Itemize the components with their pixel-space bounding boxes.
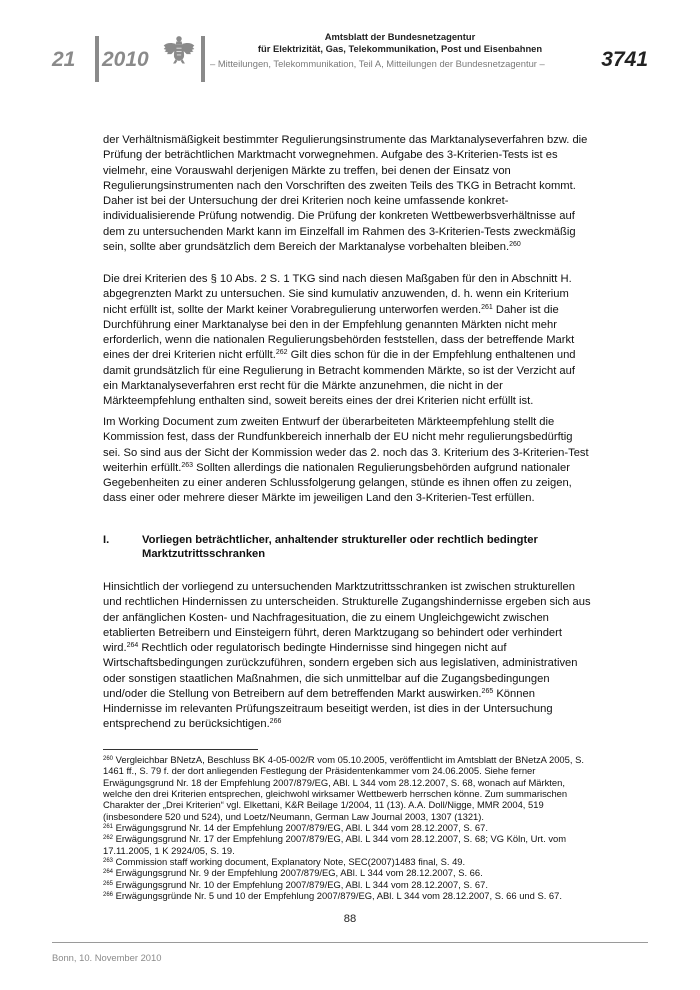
- page-number: 3741: [601, 48, 648, 71]
- paragraph-2-text-a: Die drei Kriterien des § 10 Abs. 2 S. 1 TKG sind nach diesen Maßgaben für den in Abschnitt H. abgegrenzten Markt zu untersuchen. Sie sind kumulativ anzuwenden, d. h. wenn ein Kriterium nicht erfüllt ist, sollte der Markt keiner Vorabregulierung unterworfen werden.: [103, 273, 572, 316]
- footnote: [103, 890, 595, 901]
- footnote-ref-264[interactable]: 264: [126, 642, 139, 649]
- footnotes: [103, 754, 595, 901]
- footnote-number: 262: [103, 835, 114, 842]
- paragraph-4: [103, 580, 591, 733]
- footnote-text: Erwägungsgrund Nr. 10 der Empfehlung 2007/879/EG, ABl. L 344 vom 28.12.2007, S. 67.: [115, 878, 488, 890]
- footer-date: Bonn, 10. November 2010: [52, 952, 162, 963]
- footnote-ref-261[interactable]: 261: [481, 303, 493, 311]
- header-divider-right: [201, 36, 205, 82]
- footnote: [103, 822, 595, 833]
- paragraph-3: [103, 415, 591, 507]
- footnote-text: Commission staff working document, Explanatory Note, SEC(2007)1483 final, S. 49.: [115, 856, 466, 868]
- folio-number: 88: [343, 913, 357, 925]
- footnote-number: 263: [103, 858, 114, 865]
- footnote-number: 266: [103, 892, 114, 899]
- footnote-ref-263[interactable]: 263: [181, 461, 194, 469]
- paragraph-1-text: der Verhältnismäßigkeit bestimmter Regulierungsinstrumente das Marktanalyseverfahren bzw. die Prüfung der beträchtlichen Marktmacht vorwegnehmen. Aufgabe des 3-Kriterien-Tests ist es vielmehr, eine Vorauswahl derjenigen Märkte zu treffen, bei denen der Einsatz von Regulierungsinstrumenten nach den Vorschriften des zweiten Teils des TKG in Betracht kommt. Daher ist bei der Untersuchung der drei Kriterien noch keine umfassende konkret-individualisierende Prüfung notwendig. Die Prüfung der konkreten Wettbewerbsverhältnisse auf dem zu untersuchenden Markt kann im Einzelfall im Rahmen des 3-Kriterien-Tests zweckmäßig sein, sollte aber grundsätzlich dem Bereich der Marktanalyse vorbehalten bleiben.: [103, 134, 588, 253]
- footnote-number: 264: [103, 869, 114, 876]
- footnote-separator: [103, 749, 258, 750]
- issue-year: 2010: [102, 48, 149, 71]
- footnote-text: Erwägungsgrund Nr. 9 der Empfehlung 2007/879/EG, ABl. L 344 vom 28.12.2007, S. 66.: [115, 867, 483, 879]
- footnote-ref-266[interactable]: 266: [269, 718, 282, 726]
- footnote-text: Vergleichbar BNetzA, Beschluss BK 4-05-002/R vom 05.10.2005, veröffentlicht im Amtsblatt der BNetzA 2005, S. 1461 ff., S. 79 f. der dort anliegenden Festlegung der Präsidentenkammer vom 24.06.2005. Siehe ferner Erwägungsgrund Nr. 18 der Empfehlung 2007/879/EG, ABl. L 344 vom 28.12.2007, S. 68, wonach auf Märkten, welche den drei Kriterien entsprechen, gleichwohl wirksamer Wettbewerb herrschen könne. Zum summarischen Charakter der „Drei Kriterien“ vgl. Elkettani, K&R Beilage 1/2004, 11 (13). A.A. Doll/Nigge, MMR 2004, 519 (insbesondere 520 und 524), und Loetz/Neumann, German Law Journal 2003, 1307 (1321).: [103, 754, 584, 822]
- paragraph-2: [103, 272, 591, 409]
- paragraph-4-text-b: Rechtlich oder regulatorisch bedingte Hindernisse sind hingegen nicht auf Wirtschaftsbedingungen zurückzuführen, sondern ergeben sich aus legislativen, administrativen oder sonstigen staatlichen Maßnahmen, die sich unmittelbar auf die Zugangsbedingungen und/oder die Stellung von Betreibern auf dem betreffenden Markt auswirken.: [103, 642, 578, 700]
- footer-rule: [52, 942, 648, 943]
- header-subtitle: – Mitteilungen, Telekommunikation, Teil A, Mitteilungen der Bundesnetzagentur –: [210, 58, 545, 69]
- issue-number: 21: [52, 48, 76, 71]
- footnote: [103, 879, 595, 890]
- footnote-number: 265: [103, 880, 114, 887]
- agency-title-line1: Amtsblatt der Bundesnetzagentur: [324, 31, 476, 42]
- paragraph-2-text-c: Gilt dies schon für die in der Empfehlung enthaltenen und damit grundsätzlich für eine Regulierung in Betracht kommenden Märkte, so ist der Verzicht auf ein Marktanalyseverfahren erst recht für die Märkte anzunehmen, die nicht in der Märkteempfehlung enthalten sind, soweit bereits eines der drei Kriterien nicht erfüllt ist.: [103, 349, 576, 407]
- footnote-text: Erwägungsgrund Nr. 17 der Empfehlung 2007/879/EG, ABl. L 344 vom 28.12.2007, S. 68; VG Köln, Urt. vom 17.11.2005, 1 K 2924/05, S. 19.: [103, 833, 567, 856]
- federal-eagle-icon: [162, 32, 196, 66]
- footnote-number: 261: [103, 824, 114, 831]
- paragraph-3-text-b: Sollten allerdings die nationalen Regulierungsbehörden aufgrund nationaler Gegebenheiten zu einer anderen Schlussfolgerung gelangen, stünde es ihnen offen zu zeigen, dass einer oder mehrere dieser Märkte im jeweiligen Land den 3-Kriterien-Test erfüllen.: [103, 461, 572, 505]
- paragraph-3-text-a: Im Working Document zum zweiten Entwurf der überarbeiteten Märkteempfehlung stellt die Kommission fest, dass der Rundfunkbereich innerhalb der EU nicht mehr regulierungsbedürftig sei. So sind aus der Sicht der Kommission weder das 2. noch das 3. Kriterium des 3-Kriterien-Test weiterhin erfüllt.: [103, 416, 589, 474]
- footnote: [103, 867, 595, 878]
- paragraph-2-text-b: Daher ist die Durchführung einer Marktanalyse bei den in der Empfehlung genannten Märkten nicht mehr erforderlich, wenn die nationalen Regulierungsbehörden feststellen, dass der betreffende Markt eines der drei Kriterien nicht erfüllt.: [103, 303, 575, 362]
- paragraph-4-text-c: Können Hindernisse im relevanten Prüfungszeitraum beseitigt werden, ist dies in der Untersuchung entsprechend zu berücksichtigen.: [103, 687, 553, 731]
- footnote: [103, 833, 595, 856]
- footnote-ref-265[interactable]: 265: [481, 687, 494, 695]
- paragraph-1: [103, 133, 591, 255]
- footnote: [103, 754, 595, 822]
- paragraph-4-text-a: Hinsichtlich der vorliegend zu untersuchenden Marktzutrittsschranken ist zwischen strukturellen und rechtlichen Hindernissen zu unterscheiden. Strukturelle Zugangshindernisse ergeben sich aus der anfänglichen Kosten- und Nachfragesituation, die zu einem Ungleichgewicht zwischen etablierten Betreibern und Einsteigern führt, deren Marktzugang so behindert oder verhindert wird.: [103, 581, 591, 654]
- footnote-text: Erwägungsgrund Nr. 14 der Empfehlung 2007/879/EG, ABl. L 344 vom 28.12.2007, S. 67.: [115, 822, 488, 834]
- agency-title-line2: für Elektrizität, Gas, Telekommunikation, Post und Eisenbahnen: [257, 43, 543, 54]
- footnote-number: 260: [103, 756, 114, 762]
- section-heading-number: I.: [103, 534, 110, 546]
- section-heading-text: Vorliegen beträchtlicher, anhaltender struktureller oder rechtlich bedingter Marktzutrittsschranken: [142, 534, 538, 560]
- footnote-ref-260[interactable]: 260: [509, 240, 521, 248]
- agency-title: [210, 31, 590, 55]
- footnote-ref-262[interactable]: 262: [275, 349, 288, 357]
- footnote-text: Erwägungsgründe Nr. 5 und 10 der Empfehlung 2007/879/EG, ABl. L 344 vom 28.12.2007, S. 66 und S. 67.: [115, 890, 562, 902]
- header-divider-left: [95, 36, 99, 82]
- footnote: [103, 856, 595, 867]
